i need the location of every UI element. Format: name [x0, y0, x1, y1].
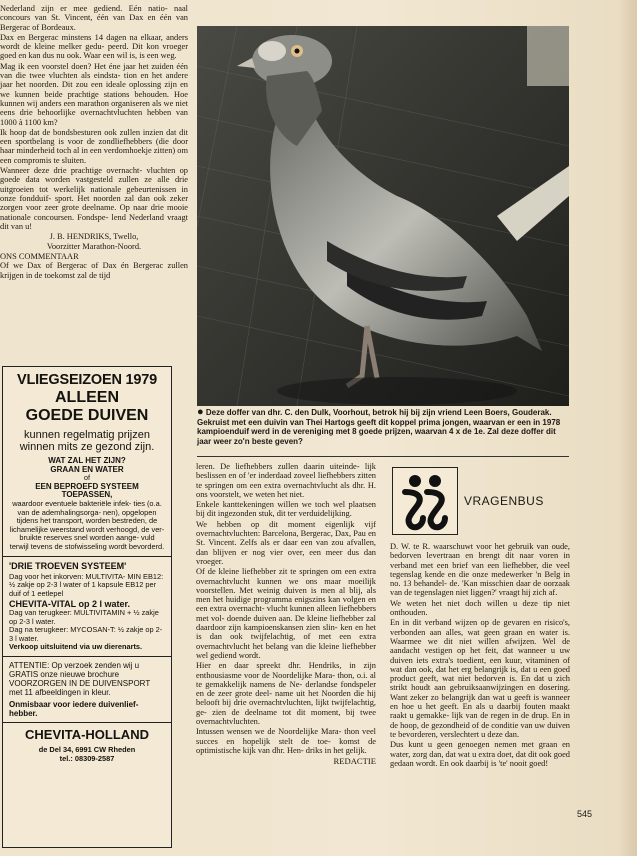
letter-paragraph: Dax en Bergerac minstens 14 dagen na elkaar, anders wordt de kleine melker gedu- peerd. Dit kon vroeger goed en kan dus nu ook. Waar een wil is, is een weg.	[0, 32, 188, 61]
page-spine-shadow	[619, 0, 637, 856]
commentary-paragraph: We hebben op dit moment eigenlijk vijf overnachtvluchten: Barcelona, Bergerac, Dax, Pau en St. Vincent. Zelfs als er daar een van zou afvallen, dan blijven er nog vier over, een meer dus dan vroeger.	[196, 519, 376, 566]
vragenbus-title: VRAGENBUS	[464, 494, 544, 508]
comment-text: Of we Dax of Bergerac of Dax én Bergerac zullen krijgen in de toekomst zal de tijd	[0, 261, 188, 280]
ad-title: VLIEGSEIZOEN 1979	[16, 372, 158, 388]
photo-caption	[197, 408, 572, 446]
ad-dosage: Dag na terugkeer: MYCOSAN-T: ½ zakje op 2-3 l water.	[9, 625, 163, 643]
ad-attention: ATTENTIE: Op verzoek zenden wij u GRATIS onze nieuwe brochure VOORZORGEN IN DE DUIVENSPORT met 11 afbeeldingen in kleur.	[9, 660, 151, 698]
page-number: 545	[577, 809, 593, 819]
commentary-paragraph: Intussen wensen we de Noordelijke Mara- thon veel succes en hopelijk stelt de toe- komst de optimistische kijk van dhr. Hen- driks in het gelijk.	[196, 727, 376, 755]
ad-address: de Del 34, 6991 CW Rheden	[38, 745, 136, 755]
ad-system-name: 'DRIE TROEVEN SYSTEEM'	[9, 560, 127, 571]
redactie-signoff: REDACTIE	[333, 756, 376, 767]
ad-dosage: Dag van terugkeer: MULTIVITAMIN + ½ zakje op 2-3 l water.	[9, 607, 159, 626]
ad-dosage: Verkoop uitsluitend via uw dierenarts.	[9, 642, 143, 652]
vragenbus-logo-graphic	[393, 468, 457, 534]
commentary-paragraph: Enkele kanttekeningen willen we toch wel plaatsen bij dit ingezonden stuk, dit ter verduidelijking.	[196, 500, 376, 519]
letter-signature	[0, 232, 188, 252]
ad-dosage: Dag voor het inkorven: MULTIVITA- MIN EB12: ½ zakje op 2-3 l water of 1 kapsule EB12 per duif of 1 eetlepel	[9, 571, 164, 598]
commentary-paragraph: leren. De liefhebbers zullen daarin uiteinde- lijk beslissen en of 'er inderdaad zoveel liefhebbers zitten te springen om een extra overnachtvlucht als dhr. H. ons voorstelt, we weten het niet.	[196, 462, 376, 499]
ad-subtitle: kunnen regelmatig prijzen	[24, 429, 150, 441]
ad-subtitle: winnen mits ze gezond zijn.	[19, 441, 155, 453]
vragenbus-paragraph: D. W. te R. waarschuwt voor het gebruik van oude, bedorven levertraan en brengt dit naar voren in verband met een brief van een liefhebber, die veel tegenslag kende en die onze medewerker 'n Belg in no. 13 behandel- de. 'Kan misschien daar de oorzaak van de tegenslagen niet liggen?' vraagt hij zich af.	[390, 542, 570, 598]
ad-question: of	[83, 473, 91, 483]
commentary-paragraph: Hier en daar spreekt dhr. Hendriks, in zijn enthousiasme voor de Noordelijke Mara- thon, o.i. al te gemakkelijk namens de Ne- derlandse fondspeler en de zeer grote deel- name uit het Noorden die hij belooft bij drie overnachtvluchten, lijkt twijfelachtig, ge- zien de deelname tot dit moment, bij twee overnachtvluchten.	[196, 661, 376, 727]
signature-name: J. B. HENDRIKS, Twello,	[49, 232, 139, 242]
ad-question: EEN BEPROEFD SYSTEEM	[35, 481, 139, 491]
vragenbus-paragraph: Dus kunt u geen genoegen nemen met graan en water, zorg dan, dat wat u extra doet, dat dit ook goed gedaan wordt. En ook daarbij is 'te' nooit goed!	[390, 740, 570, 768]
ad-brand: CHEVITA-HOLLAND	[25, 727, 149, 743]
signature-role: Voorzitter Marathon-Noord.	[46, 242, 142, 252]
letter-paragraph: Ik hoop dat de bondsbesturen ook zullen inzien dat dit een sportbelang is voor de zondliefhebbers (die door haar minderheid toch al in een verdomhoekje zitten) om een compromis te sluiten.	[0, 127, 188, 165]
vragenbus-paragraph: En in dit verband wijzen op de gevaren en risico's, verbonden aan alles, wat geen graan en water is. Waarmee we dit niet willen afwijzen. Wel de aandacht vestigen op het feit, dat wanneer u uw duiven iets extra's toedient, een kuur, vitaminen of wat dan ook, dat het erg belangrijk is, dat u een goed product geeft, wat niet bedorven is. En dat u zich strikt houdt aan gebruiksaanwijzingen en dosering. Want zeker zo belangrijk dan wat u geeft is wanneer en hoe u het geeft. En als u daarbij fouten maakt raakt u gemakke- lijk van de regen in de drup. En in de hoop, de gezondheid of de conditie van uw duiven te bevorderen, verslechtert u deze dan.	[390, 618, 570, 739]
ad-divider	[3, 722, 171, 723]
letter-paragraph: Nederland zijn er mee gediend. Eén natio- naal concours van St. Vincent, één van Dax en één van Bergerac of Bordeaux.	[0, 4, 188, 32]
vragenbus-logo-icon	[392, 467, 458, 535]
chevita-advertisement	[2, 366, 172, 848]
ad-phone: tel.: 08309-2587	[59, 754, 115, 764]
letter-paragraph: Wanneer deze drie prachtige overnacht- vluchten op goede data worden vastgesteld zullen ze alle drie uitgroeien tot werkelijk nationale gebeurtenissen in onze fondduif- sport. Het noorden zal dan ook zeker zorgen voor zeer grote deelname. Op naar drie mooie nationale concoursen. Fondspe- lend Nederland vraagt dit van u!	[0, 166, 188, 231]
caption-divider	[197, 456, 569, 457]
vragenbus-paragraph: We weten het niet doch willen u deze tip niet onthouden.	[390, 598, 570, 618]
pigeon-photo	[197, 26, 569, 406]
caption-text: Deze doffer van dhr. C. den Dulk, Voorhout, betrok hij bij zijn vriend Leen Boers, Gouderak. Gekruist met een duivin van Thei Hartogs geeft dit koppel prima jongen, waarvan er een in 1978 kampioenduif werd in de vereniging met 8 goede prijzen, waarvan 4 x de 1e. Zal deze doffer dit jaar weer zo'n beste geven?	[197, 408, 561, 446]
ad-question: GRAAN EN WATER	[50, 464, 124, 474]
ad-divider	[3, 556, 171, 557]
caption-bullet-icon: ●	[197, 406, 204, 418]
ad-body: waardoor eventuele bakteriële infek- ties (o.a. van de ademhalingsorga- nen), opgelopen tijdens het transport, worden bestreden, de lichamelijke weerstand wordt verhoogd, de ver- bruikte reserves snel worden aange- vuld terwijl tevens de stofwisseling wordt bevorderd.	[9, 498, 165, 551]
ad-attention-note: Onmisbaar voor iedere duivenlief- hebber.	[9, 699, 139, 718]
ad-question: WAT ZAL HET ZIJN?	[48, 456, 126, 465]
comment-heading: ONS COMMENTAAR	[0, 252, 79, 262]
ad-question: TOEPASSEN,	[61, 490, 113, 500]
ad-title-line: GOEDE DUIVEN	[25, 407, 149, 424]
letter-column	[0, 4, 188, 364]
ad-title-line: ALLEEN	[55, 389, 119, 406]
commentary-column	[196, 462, 376, 767]
commentary-paragraph: Of de kleine liefhebber zit te springen om een extra overnachtvlucht kunnen we ons maar moeilijk voorstellen. Met weinig duiven is men al blij, als men het huidige programma enigszins kan volgen en een extra overnacht- vlucht kunnen alleen liefhebbers met vol- doende duiven aan. De kleine liefhebber zal daardoor zijn kampioenskansen zien slin- ken en het is dan ook twijfelachtig, of met een extra overnachtvlucht het belang van die kleine liefhebber wel gediend wordt.	[196, 567, 376, 660]
ad-dosage: CHEVITA-VITAL op 2 l water.	[9, 599, 131, 610]
ad-divider	[3, 656, 171, 657]
letter-paragraph: Mag ik een voorstel doen? Het éne jaar het zuiden één van die twee vluchten als eindsta- tion en het andere jaar het noorden. Dit zou een ideale oplossing zijn en we kunnen beide prachtige stations behouden. Hoe kunnen wij anders een marathon organiseren als we niet eens drie behoorlijke overnachtvluchten hebben van 1000 à 1100 km?	[0, 61, 188, 127]
vragenbus-column	[390, 542, 570, 769]
pigeon-photo-image	[197, 26, 569, 406]
